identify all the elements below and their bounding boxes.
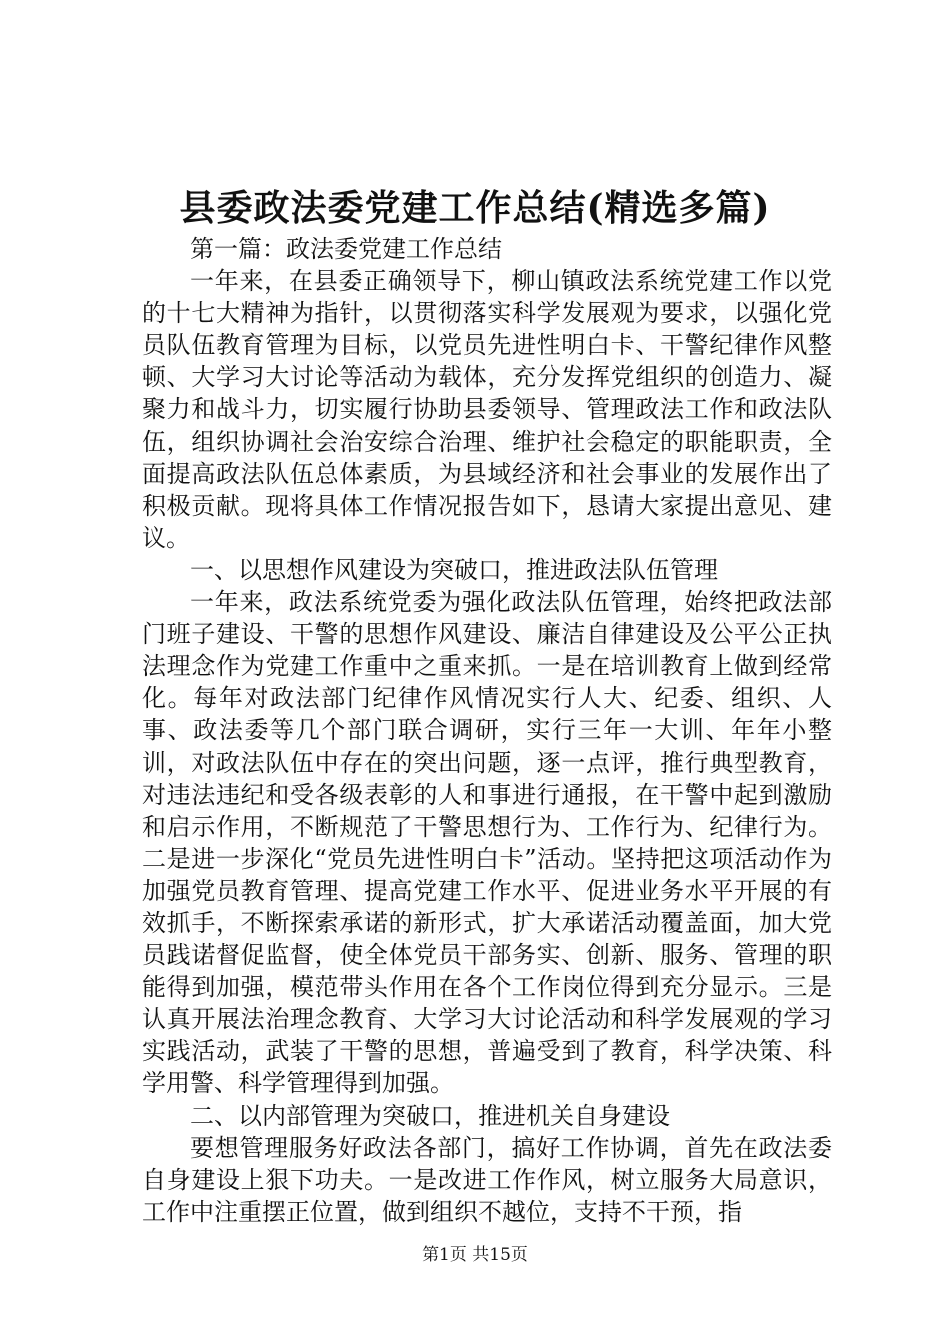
body-paragraph: 一年来，在县委正确领导下，柳山镇政法系统党建工作以党的十七大精神为指针，以贯彻落实科学发展观为要求，以强化党员队伍教育管理为目标，以党员先进性明白卡、干警纪律作风整顿、大学习大讨论等活动为载体，充分发挥党组织的创造力、凝聚力和战斗力，切实履行协助县委领导、管理政法工作和政法队伍，组织协调社会治安综合治理、维护社会稳定的职能职责，全面提高政法队伍总体素质，为县域经济和社会事业的发展作出了积极贡献。现将具体工作情况报告如下，恳请大家提出意见、建议。 (142, 267, 832, 552)
page-footer: 第1页 共15页 (422, 1245, 528, 1265)
section-heading: 一、以思想作风建设为突破口，推进政法队伍管理 (190, 555, 718, 584)
body-paragraph: 一年来，政法系统党委为强化政法队伍管理，始终把政法部门班子建设、干警的思想作风建设、廉洁自律建设及公平公正执法理念作为党建工作重中之重来抓。一是在培训教育上做到经常化。每年对政法部门纪律作风情况实行人大、纪委、组织、人事、政法委等几个部门联合调研，实行三年一大训、年年小整训，对政法队伍中存在的突出问题，逐一点评，推行典型教育，对违法违纪和受各级表彰的人和事进行通报，在干警中起到激励和启示作用，不断规范了干警思想行为、工作行为、纪律行为。二是进一步深化“党员先进性明白卡”活动。坚持把这项活动作为加强党员教育管理、提高党建工作水平、促进业务水平开展的有效抓手，不断探索承诺的新形式，扩大承诺活动覆盖面，加大党员践诺督促监督，使全体党员干部务实、创新、服务、管理的职能得到加强，模范带头作用在各个工作岗位得到充分显示。三是认真开展法治理念教育、大学习大讨论活动和科学发展观的学习实践活动，武装了干警的思想，普遍受到了教育，科学决策、科学用警、科学管理得到加强。 (142, 588, 832, 1098)
section-heading-part-one: 第一篇：政法委党建工作总结 (190, 235, 502, 263)
document-title: 县委政法委党建工作总结(精选多篇) (179, 187, 771, 229)
document-body (142, 233, 832, 1228)
body-paragraph: 要想管理服务好政法各部门，搞好工作协调，首先在政法委自身建设上狠下功夫。一是改进工作作风，树立服务大局意识，工作中注重摆正位置，做到组织不越位，支持不干预，指 (142, 1133, 832, 1226)
section-heading: 二、以内部管理为突破口，推进机关自身建设 (190, 1101, 670, 1130)
